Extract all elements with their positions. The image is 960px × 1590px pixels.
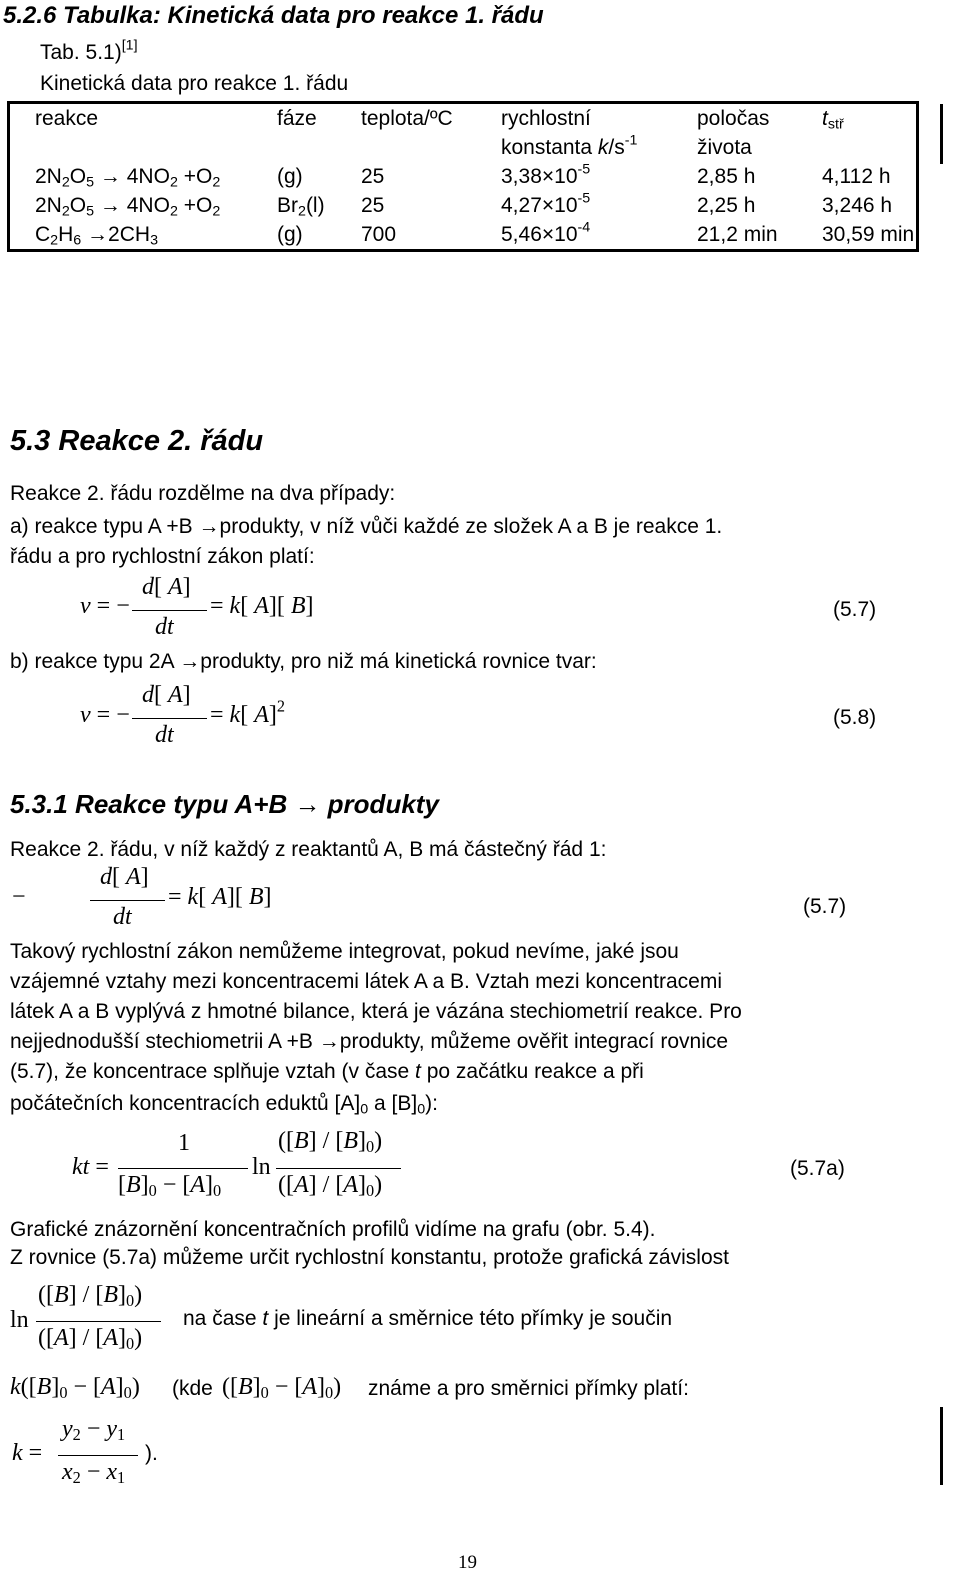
cell-mean-life: 4,112 h <box>822 165 891 188</box>
paragraph: Reakce 2. řádu, v níž každý z reaktantů A, B má částečný řád 1: <box>10 838 607 861</box>
equation-number: (5.7a) <box>790 1157 845 1180</box>
paragraph-line: počátečních koncentracích eduktů $[A]_0$ a $[B]_0$): <box>10 1092 438 1118</box>
paragraph-line: Grafické znázornění koncentračních profilů vidíme na grafu (obr. 5.4). <box>10 1218 656 1241</box>
cell-temperature: 700 <box>361 223 397 246</box>
cell-half-life: 2,85 h <box>697 165 756 188</box>
paragraph: Reakce 2. řádu rozdělme na dva případy: <box>10 482 396 505</box>
paragraph-line: Z rovnice (5.7a) můžeme určit rychlostní konstantu, protože grafická závislost <box>10 1246 729 1269</box>
cell-rate-constant: $5,46\times 10^{-4}$ <box>501 219 591 246</box>
kinetic-data-table <box>7 101 919 252</box>
paragraph-line: vzájemné vztahy mezi koncentracemi látek A a B. Vztah mezi koncentracemi <box>10 970 722 993</box>
equation-number: (5.8) <box>833 706 877 729</box>
table-caption: Kinetická data pro reakce 1. řádu <box>40 72 349 95</box>
table-label: Tab. 5.1)[1] <box>40 37 138 64</box>
cell-reaction: $C_2H_6 \to 2CH_3$ <box>35 223 159 249</box>
margin-change-bar <box>940 104 943 164</box>
table-row <box>9 162 918 191</box>
cell-mean-life: 3,246 h <box>822 194 893 217</box>
cell-reaction: $2N_2O_5 \to 4NO_2 +O_2$ <box>35 165 221 191</box>
paragraph: řádu a pro rychlostní zákon platí: <box>10 545 315 568</box>
cell-reaction: $2N_2O_5 \to 4NO_2 +O_2$ <box>35 194 221 220</box>
cell-half-life: 2,25 h <box>697 194 756 217</box>
equation-number: (5.7) <box>833 598 877 621</box>
equation-number: (5.7) <box>803 895 847 918</box>
col-header-tstr: $t_{stř}$ <box>822 107 844 133</box>
cell-rate-constant: $4,27\times 10^{-5}$ <box>501 190 591 217</box>
paragraph-line: nejjednodušší stechiometrii A +B →produkty, můžeme ověřit integrací rovnice <box>10 1030 729 1053</box>
col-header-teplota: teplota/ºC <box>361 107 453 130</box>
section-heading-531: 5.3.1 Reakce typu A+B → produkty <box>10 789 439 819</box>
paragraph-line: látek A a B vyplývá z hmotné bilance, která je vázána stechiometrií reakce. Pro <box>10 1000 742 1023</box>
cell-temperature: 25 <box>361 165 385 188</box>
table-row <box>9 191 918 220</box>
page-number: 19 <box>458 1552 477 1573</box>
paragraph-line: (5.7), že koncentrace splňuje vztah (v čase t po začátku reakce a při <box>10 1060 644 1083</box>
col-header-polocas: poločas života <box>697 107 770 159</box>
cell-mean-life: 30,59 min <box>822 223 915 246</box>
cell-temperature: 25 <box>361 194 385 217</box>
margin-change-bar <box>940 1407 943 1485</box>
section-heading-526: 5.2.6 Tabulka: Kinetická data pro reakce 1. řádu <box>3 2 544 29</box>
col-header-rychlostni: rychlostní konstanta $k/s^{-1}$ <box>501 107 638 159</box>
difference-expression: $([B]_0 - [A]_0)$ <box>222 1374 342 1403</box>
section-heading-53: 5.3 Reakce 2. řádu <box>10 425 264 457</box>
slope-expression: $k([B]_0 - [A]_0)$ <box>10 1374 140 1403</box>
cell-half-life: 21,2 min <box>697 223 778 246</box>
paragraph-line: Takový rychlostní zákon nemůžeme integrovat, pokud nevíme, jaké jsou <box>10 940 679 963</box>
cell-phase: (g) <box>277 165 303 188</box>
cell-phase: $Br_2(l)$ <box>277 194 325 220</box>
table-header-row <box>9 103 918 163</box>
table-row <box>9 220 918 251</box>
paragraph-text: známe a pro směrnici přímky platí: <box>368 1377 689 1400</box>
paragraph: a) reakce typu A +B →produkty, v níž vůči každé ze složek A a B je reakce 1. <box>10 515 723 538</box>
cell-phase: (g) <box>277 223 303 246</box>
paragraph-line: na čase t je lineární a směrnice této přímky je součin <box>183 1307 673 1330</box>
col-header-reakce: reakce <box>35 107 99 130</box>
paragraph-text: (kde <box>172 1377 213 1400</box>
paragraph-text: ). <box>145 1442 158 1465</box>
cell-rate-constant: $3,38\times 10^{-5}$ <box>501 161 591 188</box>
paragraph: b) reakce typu 2A →produkty, pro niž má kinetická rovnice tvar: <box>10 650 597 673</box>
col-header-faze: fáze <box>277 107 317 130</box>
